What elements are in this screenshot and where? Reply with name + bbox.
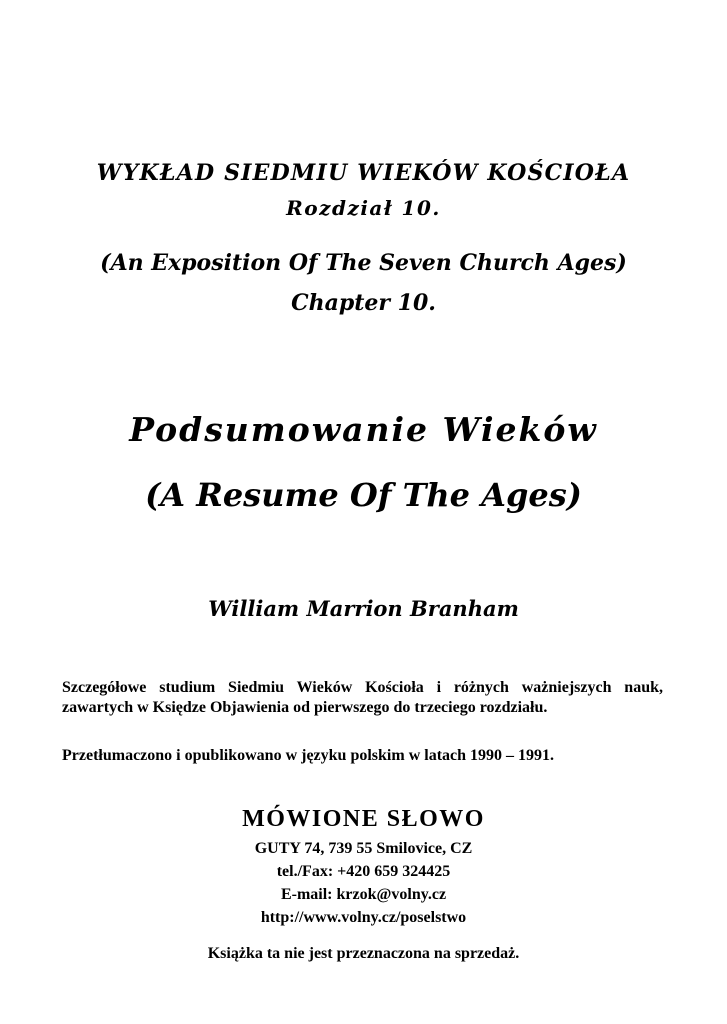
title-polish: WYKŁAD SIEDMIU WIEKÓW KOŚCIOŁA: [96, 160, 631, 186]
publisher-email: E-mail: krzok@volny.cz: [280, 886, 447, 903]
subtitle-english: (A Resume Of The Ages): [145, 476, 582, 514]
title-english: (An Exposition Of The Seven Church Ages): [100, 250, 627, 276]
author-name: William Marrion Branham: [208, 596, 519, 621]
subtitle-polish: Podsumowanie Wieków: [129, 410, 598, 449]
chapter-english: Chapter 10.: [291, 290, 436, 316]
publisher-address: GUTY 74, 739 55 Smilovice, CZ: [254, 840, 473, 857]
publisher-phone: tel./Fax: +420 659 324425: [276, 863, 451, 880]
translation-note: Przetłumaczono i opublikowano w języku polskim w latach 1990 – 1991.: [62, 747, 555, 764]
publisher-website: http://www.volny.cz/poselstwo: [260, 909, 467, 926]
not-for-sale-notice: Książka ta nie jest przeznaczona na sprzedaż.: [207, 945, 520, 962]
publisher-name: MÓWIONE SŁOWO: [242, 806, 485, 832]
description-paragraph: Szczegółowe studium Siedmiu Wieków Kościoła i różnych ważniejszych nauk, zawartych w Księdze Objawienia od pierwszego do trzeciego rozdziału.: [62, 679, 663, 716]
chapter-polish: Rozdział 10.: [286, 196, 441, 220]
